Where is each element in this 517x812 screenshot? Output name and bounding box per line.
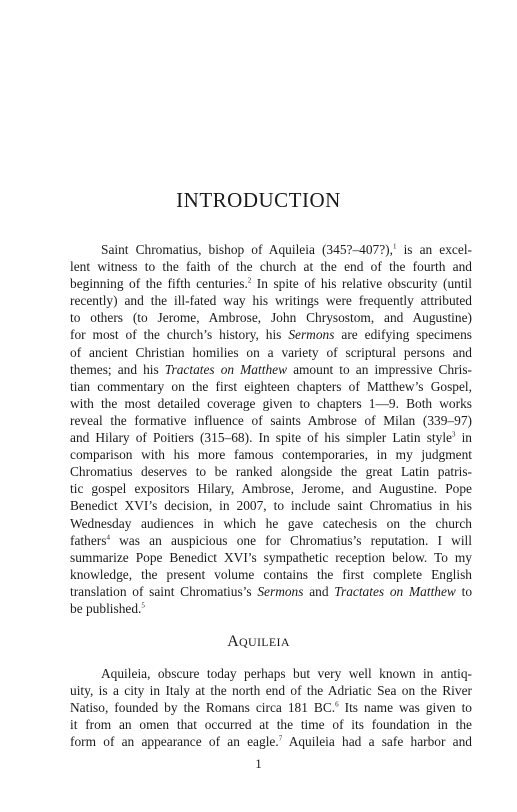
text-run: to bbox=[455, 583, 473, 599]
chapter-title: INTRODUCTION bbox=[176, 188, 341, 212]
text-line bbox=[70, 446, 472, 463]
text-line bbox=[70, 412, 472, 429]
text-run: tic gospel expositors Hilary, Ambrose, Jerome, and Augustine. Pope bbox=[70, 481, 472, 497]
text-run: fathers bbox=[70, 532, 107, 548]
text-line bbox=[70, 326, 472, 343]
text-line bbox=[70, 665, 472, 682]
text-run: Its name was given to bbox=[338, 700, 472, 716]
section-heading bbox=[0, 633, 517, 651]
text-line bbox=[70, 361, 472, 378]
text-run: Aquileia had a safe harbor and bbox=[282, 734, 472, 750]
text-run: tian commentary on the first eighteen chapters of Matthew’s Gospel, bbox=[70, 378, 472, 394]
text-line bbox=[70, 733, 472, 750]
text-line bbox=[70, 480, 472, 497]
text-line bbox=[70, 258, 472, 275]
italic-title: Tractates on Matthew bbox=[334, 583, 456, 599]
text-run: uity, is a city in Italy at the north end of the Adriatic Sea on the River bbox=[70, 683, 472, 699]
text-run: beginning of the fifth centuries. bbox=[70, 276, 248, 292]
introduction-paragraph bbox=[70, 241, 472, 617]
text-run: reveal the formative influence of saints Ambrose of Milan (339–97) bbox=[70, 412, 472, 428]
footnote-marker: 4 bbox=[106, 533, 110, 542]
text-run: Saint Chromatius, bishop of Aquileia (345?–407?), bbox=[101, 242, 393, 257]
text-run: In spite of his relative obscurity (until bbox=[251, 276, 472, 292]
text-line bbox=[70, 344, 472, 361]
text-run: in bbox=[455, 430, 472, 446]
text-run: and bbox=[303, 583, 335, 599]
text-run: summarize Pope Benedict XVI’s sympathetic reception below. To my bbox=[70, 549, 472, 565]
text-line bbox=[70, 600, 472, 617]
aquileia-paragraph bbox=[70, 665, 472, 750]
text-line bbox=[70, 566, 472, 583]
text-run: Aquileia, obscure today perhaps but very well known in antiq- bbox=[101, 666, 472, 681]
text-line bbox=[70, 292, 472, 309]
text-run: of ancient Christian homilies on a variety of scriptural persons and bbox=[70, 344, 472, 360]
text-run: to others (to Jerome, Ambrose, John Chrysostom, and Augustine) bbox=[70, 310, 472, 326]
footnote-marker: 7 bbox=[278, 734, 283, 743]
text-line bbox=[70, 497, 472, 514]
text-line bbox=[70, 532, 472, 549]
page-number: 1 bbox=[255, 756, 262, 771]
text-line bbox=[70, 716, 472, 733]
text-run: Chromatius deserves to be ranked alongside the great Latin patris- bbox=[70, 464, 472, 480]
text-line bbox=[70, 699, 472, 716]
footnote-marker: 6 bbox=[335, 700, 339, 709]
text-run: is an excel- bbox=[396, 242, 472, 257]
text-run: translation of saint Chromatius’s bbox=[70, 583, 258, 599]
footnote-marker: 2 bbox=[247, 276, 252, 285]
text-line bbox=[70, 583, 472, 600]
text-run: comparison with his more famous contemporaries, in my judgment bbox=[70, 447, 472, 463]
text-run: recently) and the ill-fated way his writings were frequently attributed bbox=[70, 293, 472, 309]
text-run: lent witness to the faith of the church at the end of the fourth and bbox=[70, 259, 472, 275]
text-run: for most of the church’s history, his bbox=[70, 327, 289, 343]
text-line bbox=[70, 549, 472, 566]
text-line bbox=[70, 463, 472, 480]
text-run: it from an omen that occurred at the time of its foundation in the bbox=[70, 717, 472, 733]
text-run: amount to an impressive Chris- bbox=[287, 361, 473, 377]
footnote-marker: 3 bbox=[451, 430, 456, 439]
footnote-marker: 5 bbox=[141, 601, 145, 610]
text-run: knowledge, the present volume contains the first complete English bbox=[70, 566, 472, 582]
section-heading-text: AQUILEIA bbox=[227, 633, 290, 650]
text-line bbox=[70, 275, 472, 292]
italic-title: Tractates on Matthew bbox=[164, 361, 288, 377]
text-line bbox=[70, 429, 472, 446]
text-run: Wednesday audiences in which he gave catechesis on the church bbox=[70, 515, 472, 531]
text-run: are edifying specimens bbox=[334, 327, 472, 343]
text-line bbox=[70, 515, 472, 532]
text-run: Natiso, founded by the Romans circa 181 BC. bbox=[70, 700, 336, 716]
italic-title: Sermons bbox=[257, 583, 304, 599]
text-run: form of an appearance of an eagle. bbox=[70, 734, 279, 750]
text-run: be published. bbox=[70, 600, 142, 616]
text-line bbox=[70, 395, 472, 412]
italic-title: Sermons bbox=[288, 327, 335, 343]
text-run: Benedict XVI’s decision, in 2007, to include saint Chromatius in his bbox=[70, 498, 472, 514]
text-line bbox=[70, 378, 472, 395]
text-line bbox=[70, 682, 472, 699]
footnote-marker: 1 bbox=[393, 242, 397, 251]
text-line bbox=[70, 309, 472, 326]
text-run: themes; and his bbox=[70, 361, 165, 377]
text-run: was an auspicious one for Chromatius’s reputation. I will bbox=[109, 532, 472, 548]
text-run: and Hilary of Poitiers (315–68). In spite of his simpler Latin style bbox=[70, 430, 452, 446]
text-run: with the most detailed coverage given to chapters 1—9. Both works bbox=[70, 395, 472, 411]
text-line bbox=[70, 241, 472, 258]
